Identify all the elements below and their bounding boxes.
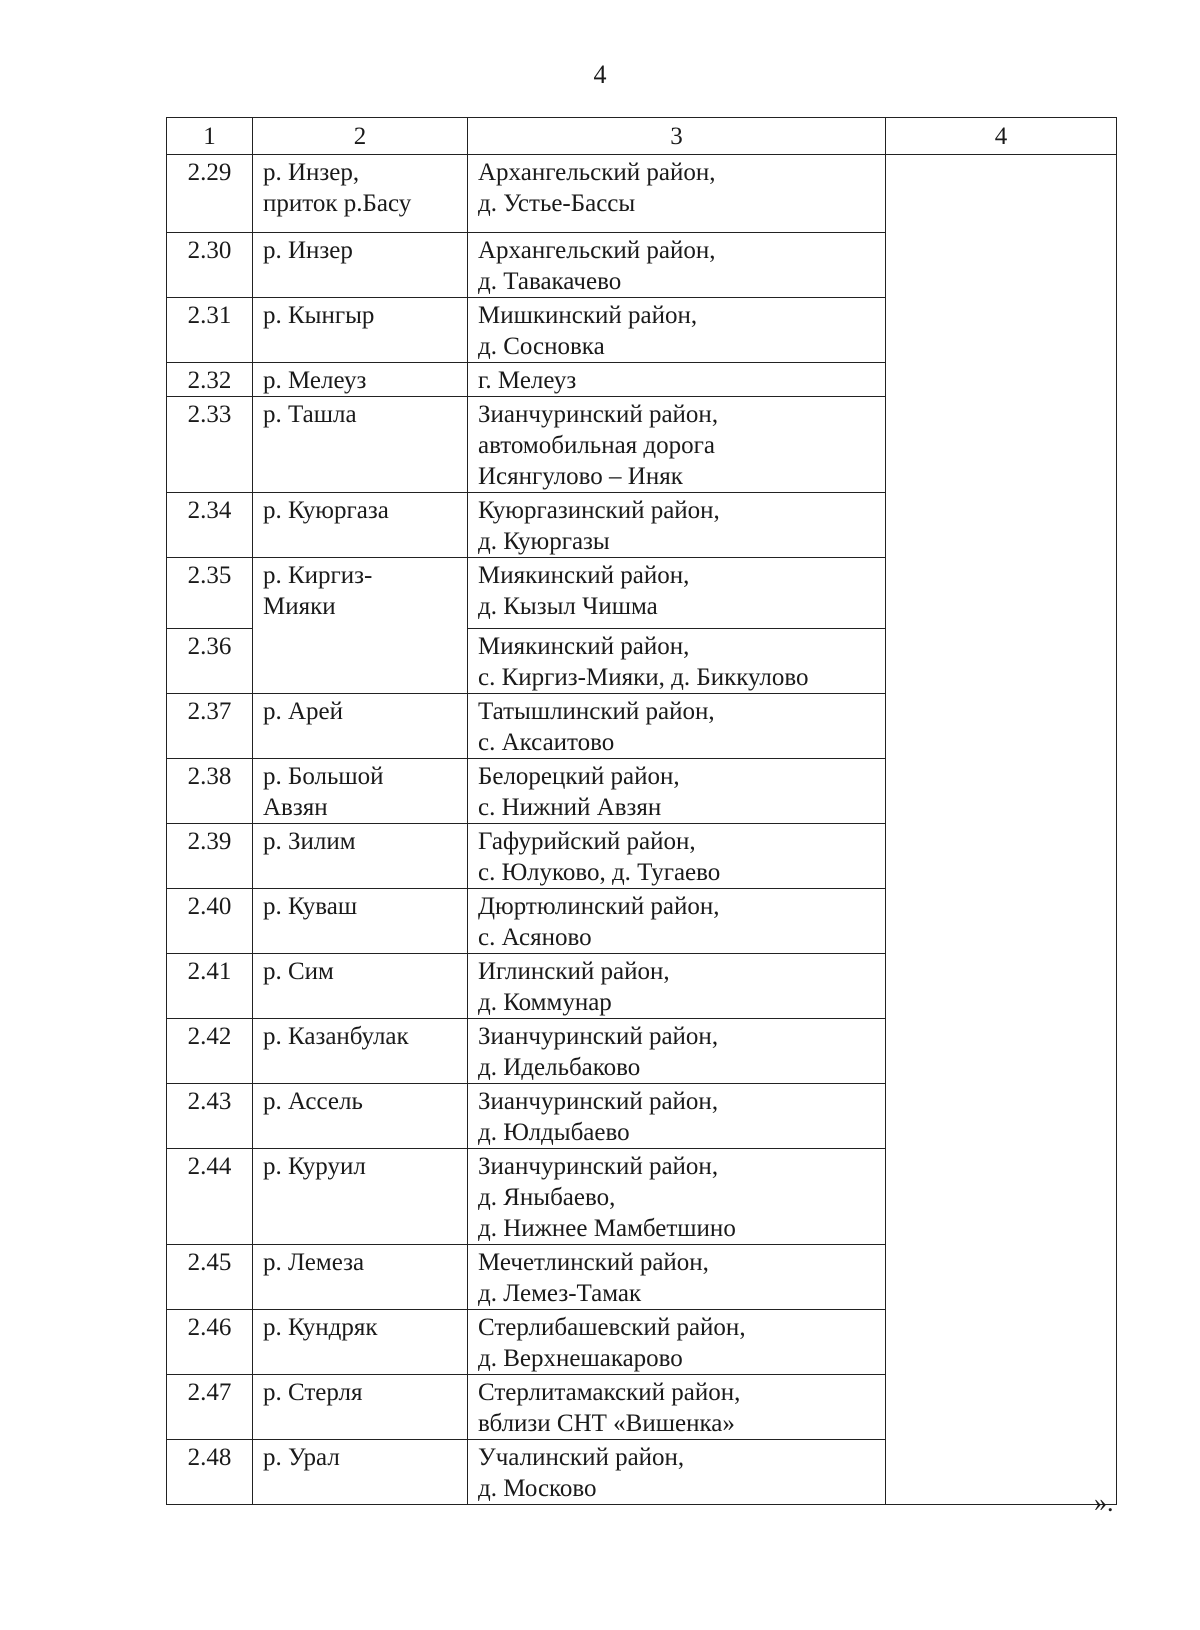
col-4-empty-cell — [886, 155, 1117, 1505]
river-name: р. Кынгыр — [253, 298, 468, 363]
river-name: р. Кундряк — [253, 1310, 468, 1375]
row-number: 2.41 — [167, 954, 253, 1019]
location: Мечетлинский район, д. Лемез-Тамак — [468, 1245, 886, 1310]
river-name: р. Куваш — [253, 889, 468, 954]
row-number: 2.40 — [167, 889, 253, 954]
header-col-3: 3 — [468, 118, 886, 155]
river-name: р. Ташла — [253, 397, 468, 493]
location: Зианчуринский район, д. Идельбаково — [468, 1019, 886, 1084]
river-name: р. Лемеза — [253, 1245, 468, 1310]
river-name: р. Арей — [253, 694, 468, 759]
table-row — [167, 155, 1117, 233]
row-number: 2.45 — [167, 1245, 253, 1310]
row-number: 2.39 — [167, 824, 253, 889]
row-number: 2.44 — [167, 1149, 253, 1245]
river-name: р. Куруил — [253, 1149, 468, 1245]
river-name: р. Киргиз- Мияки — [253, 558, 468, 694]
location: Дюртюлинский район, с. Асяново — [468, 889, 886, 954]
row-number: 2.48 — [167, 1440, 253, 1505]
location: Иглинский район, д. Коммунар — [468, 954, 886, 1019]
river-name: р. Сим — [253, 954, 468, 1019]
location: Мишкинский район, д. Сосновка — [468, 298, 886, 363]
closing-quote-mark: ». — [1094, 1488, 1114, 1517]
row-number: 2.36 — [167, 629, 253, 694]
row-number: 2.47 — [167, 1375, 253, 1440]
location: Белорецкий район, с. Нижний Авзян — [468, 759, 886, 824]
location: Миякинский район, д. Кызыл Чишма — [468, 558, 886, 629]
location: Архангельский район, д. Тавакачево — [468, 233, 886, 298]
row-number: 2.37 — [167, 694, 253, 759]
river-name: р. Стерля — [253, 1375, 468, 1440]
river-name: р. Зилим — [253, 824, 468, 889]
river-name: р. Ассель — [253, 1084, 468, 1149]
river-name: р. Куюргаза — [253, 493, 468, 558]
header-col-4: 4 — [886, 118, 1117, 155]
river-name: р. Мелеуз — [253, 363, 468, 397]
row-number: 2.33 — [167, 397, 253, 493]
header-col-2: 2 — [253, 118, 468, 155]
header-col-1: 1 — [167, 118, 253, 155]
location: Татышлинский район, с. Аксаитово — [468, 694, 886, 759]
table-header-row — [167, 118, 1117, 155]
location: Куюргазинский район, д. Куюргазы — [468, 493, 886, 558]
row-number: 2.46 — [167, 1310, 253, 1375]
location: Миякинский район, с. Киргиз-Мияки, д. Биккулово — [468, 629, 886, 694]
location: Зианчуринский район, д. Яныбаево, д. Нижнее Мамбетшино — [468, 1149, 886, 1245]
page-number: 4 — [593, 60, 607, 89]
location: Стерлитамакский район, вблизи СНТ «Вишенка» — [468, 1375, 886, 1440]
row-number: 2.42 — [167, 1019, 253, 1084]
row-number: 2.31 — [167, 298, 253, 363]
river-name: р. Инзер — [253, 233, 468, 298]
river-name: р. Казанбулак — [253, 1019, 468, 1084]
row-number: 2.30 — [167, 233, 253, 298]
row-number: 2.43 — [167, 1084, 253, 1149]
location: Зианчуринский район, д. Юлдыбаево — [468, 1084, 886, 1149]
row-number: 2.35 — [167, 558, 253, 629]
location: г. Мелеуз — [468, 363, 886, 397]
location: Архангельский район, д. Устье-Бассы — [468, 155, 886, 233]
location: Учалинский район, д. Москово — [468, 1440, 886, 1505]
row-number: 2.29 — [167, 155, 253, 233]
row-number: 2.32 — [167, 363, 253, 397]
river-name: р. Урал — [253, 1440, 468, 1505]
river-name: р. Инзер, приток р.Басу — [253, 155, 468, 233]
row-number: 2.38 — [167, 759, 253, 824]
location: Зианчуринский район, автомобильная дорога Исянгулово – Иняк — [468, 397, 886, 493]
location: Гафурийский район, с. Юлуково, д. Тугаево — [468, 824, 886, 889]
river-name: р. Большой Авзян — [253, 759, 468, 824]
row-number: 2.34 — [167, 493, 253, 558]
location: Стерлибашевский район, д. Верхнешакарово — [468, 1310, 886, 1375]
rivers-table — [166, 117, 1117, 1505]
